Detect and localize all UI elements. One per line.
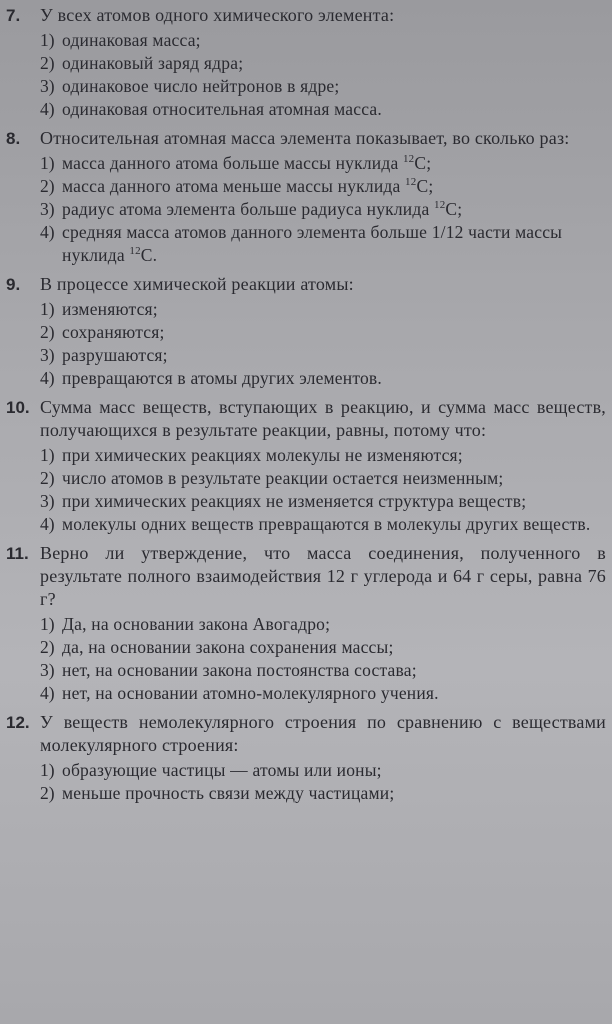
answer-option [6, 98, 606, 121]
option-number: 3) [40, 199, 55, 219]
option-text: при химических реакциях не изменяется структура веществ; [62, 491, 527, 511]
option-number: 1) [40, 30, 55, 50]
isotope-mass-number: 12 [402, 153, 415, 166]
option-text: образующие частицы — атомы или ионы; [62, 760, 382, 780]
option-text: сохраняются; [62, 322, 165, 342]
question-11 [6, 542, 606, 705]
option-text: одинаковая масса; [62, 30, 201, 50]
question-7 [6, 4, 606, 121]
answer-option [6, 152, 606, 175]
answer-option [6, 759, 606, 782]
question-8 [6, 127, 606, 267]
option-text: одинаковый заряд ядра; [62, 53, 244, 73]
answer-options [6, 152, 606, 267]
question-text: В процессе химической реакции атомы: [40, 274, 354, 294]
option-number: 1) [40, 760, 55, 780]
answer-option [6, 52, 606, 75]
answer-option [6, 682, 606, 705]
option-text: превращаются в атомы других элементов. [62, 368, 382, 388]
answer-option [6, 490, 606, 513]
option-text: Да, на основании закона Авогадро; [62, 614, 331, 634]
option-number: 4) [40, 222, 55, 242]
answer-option [6, 75, 606, 98]
option-text: нет, на основании атомно-молекулярного учения. [62, 683, 439, 703]
question-number: 9. [6, 275, 21, 294]
question-10 [6, 396, 606, 536]
option-text: при химических реакциях молекулы не изменяются; [62, 445, 463, 465]
answer-options [6, 298, 606, 390]
option-number: 3) [40, 491, 55, 511]
answer-option [6, 782, 606, 805]
option-number: 2) [40, 53, 55, 73]
option-number: 1) [40, 299, 55, 319]
option-text: средняя масса атомов данного элемента больше 1/12 части массы нуклида $^{12}$C. [62, 222, 563, 265]
option-text: масса данного атома больше массы нуклида $^{12}$C; [62, 153, 432, 173]
option-number: 1) [40, 614, 55, 634]
question-number: 11. [6, 544, 29, 563]
question-number: 12. [6, 713, 30, 732]
question-text: Относительная атомная масса элемента показывает, во сколько раз: [40, 128, 570, 148]
answer-option [6, 175, 606, 198]
answer-options [6, 759, 606, 805]
answer-option [6, 444, 606, 467]
option-number: 1) [40, 153, 55, 173]
answer-options [6, 444, 606, 536]
answer-option [6, 659, 606, 682]
option-text: меньше прочность связи между частицами; [62, 783, 395, 803]
question-9 [6, 273, 606, 390]
question-text: У всех атомов одного химического элемента: [40, 5, 395, 25]
question-number: 8. [6, 129, 21, 148]
option-text: молекулы одних веществ превращаются в молекулы других веществ. [62, 514, 591, 534]
answer-option [6, 298, 606, 321]
option-number: 2) [40, 468, 55, 488]
option-number: 4) [40, 99, 55, 119]
answer-option [6, 636, 606, 659]
option-number: 4) [40, 368, 55, 388]
isotope-mass-number: 12 [405, 176, 417, 189]
answer-option [6, 29, 606, 52]
answer-option [6, 467, 606, 490]
answer-option [6, 198, 606, 221]
question-number: 10. [6, 398, 30, 417]
option-text: радиус атома элемента больше радиуса нуклида $^{12}$C; [62, 199, 463, 219]
option-text: нет, на основании закона постоянства состава; [62, 660, 417, 680]
option-text: одинаковое число нейтронов в ядре; [62, 76, 340, 96]
option-text: число атомов в результате реакции остается неизменным; [62, 468, 504, 488]
option-number: 2) [40, 637, 55, 657]
option-text: масса данного атома меньше массы нуклида $^{12}$C; [62, 176, 434, 196]
option-number: 4) [40, 683, 55, 703]
answer-options [6, 29, 606, 121]
option-number: 3) [40, 660, 55, 680]
question-number: 7. [6, 6, 21, 25]
option-number: 2) [40, 783, 55, 803]
isotope-mass-number: 12 [434, 199, 446, 212]
answer-option [6, 344, 606, 367]
option-number: 4) [40, 514, 55, 534]
option-number: 2) [40, 322, 55, 342]
option-text: да, на основании закона сохранения массы; [62, 637, 394, 657]
question-text: Сумма масс веществ, вступающих в реакцию, и сумма масс веществ, получающихся в результате реакции, равны, потому что: [40, 397, 606, 440]
answer-options [6, 613, 606, 705]
option-text: одинаковая относительная атомная масса. [62, 99, 382, 119]
answer-option [6, 221, 606, 267]
question-text: Верно ли утверждение, что масса соединения, полученного в результате полного взаимодействия 12 г углерода и 64 г серы, равна 76 г? [40, 543, 606, 609]
answer-option [6, 321, 606, 344]
question-text: У веществ немолекулярного строения по сравнению с веществами молекулярного строения: [40, 712, 606, 755]
option-text: разрушаются; [62, 345, 168, 365]
option-number: 3) [40, 76, 55, 96]
answer-option [6, 513, 606, 536]
answer-option [6, 367, 606, 390]
option-number: 2) [40, 176, 55, 196]
isotope-mass-number: 12 [129, 245, 141, 258]
option-number: 1) [40, 445, 55, 465]
answer-option [6, 613, 606, 636]
option-number: 3) [40, 345, 55, 365]
option-text: изменяются; [62, 299, 158, 319]
question-12 [6, 711, 606, 805]
